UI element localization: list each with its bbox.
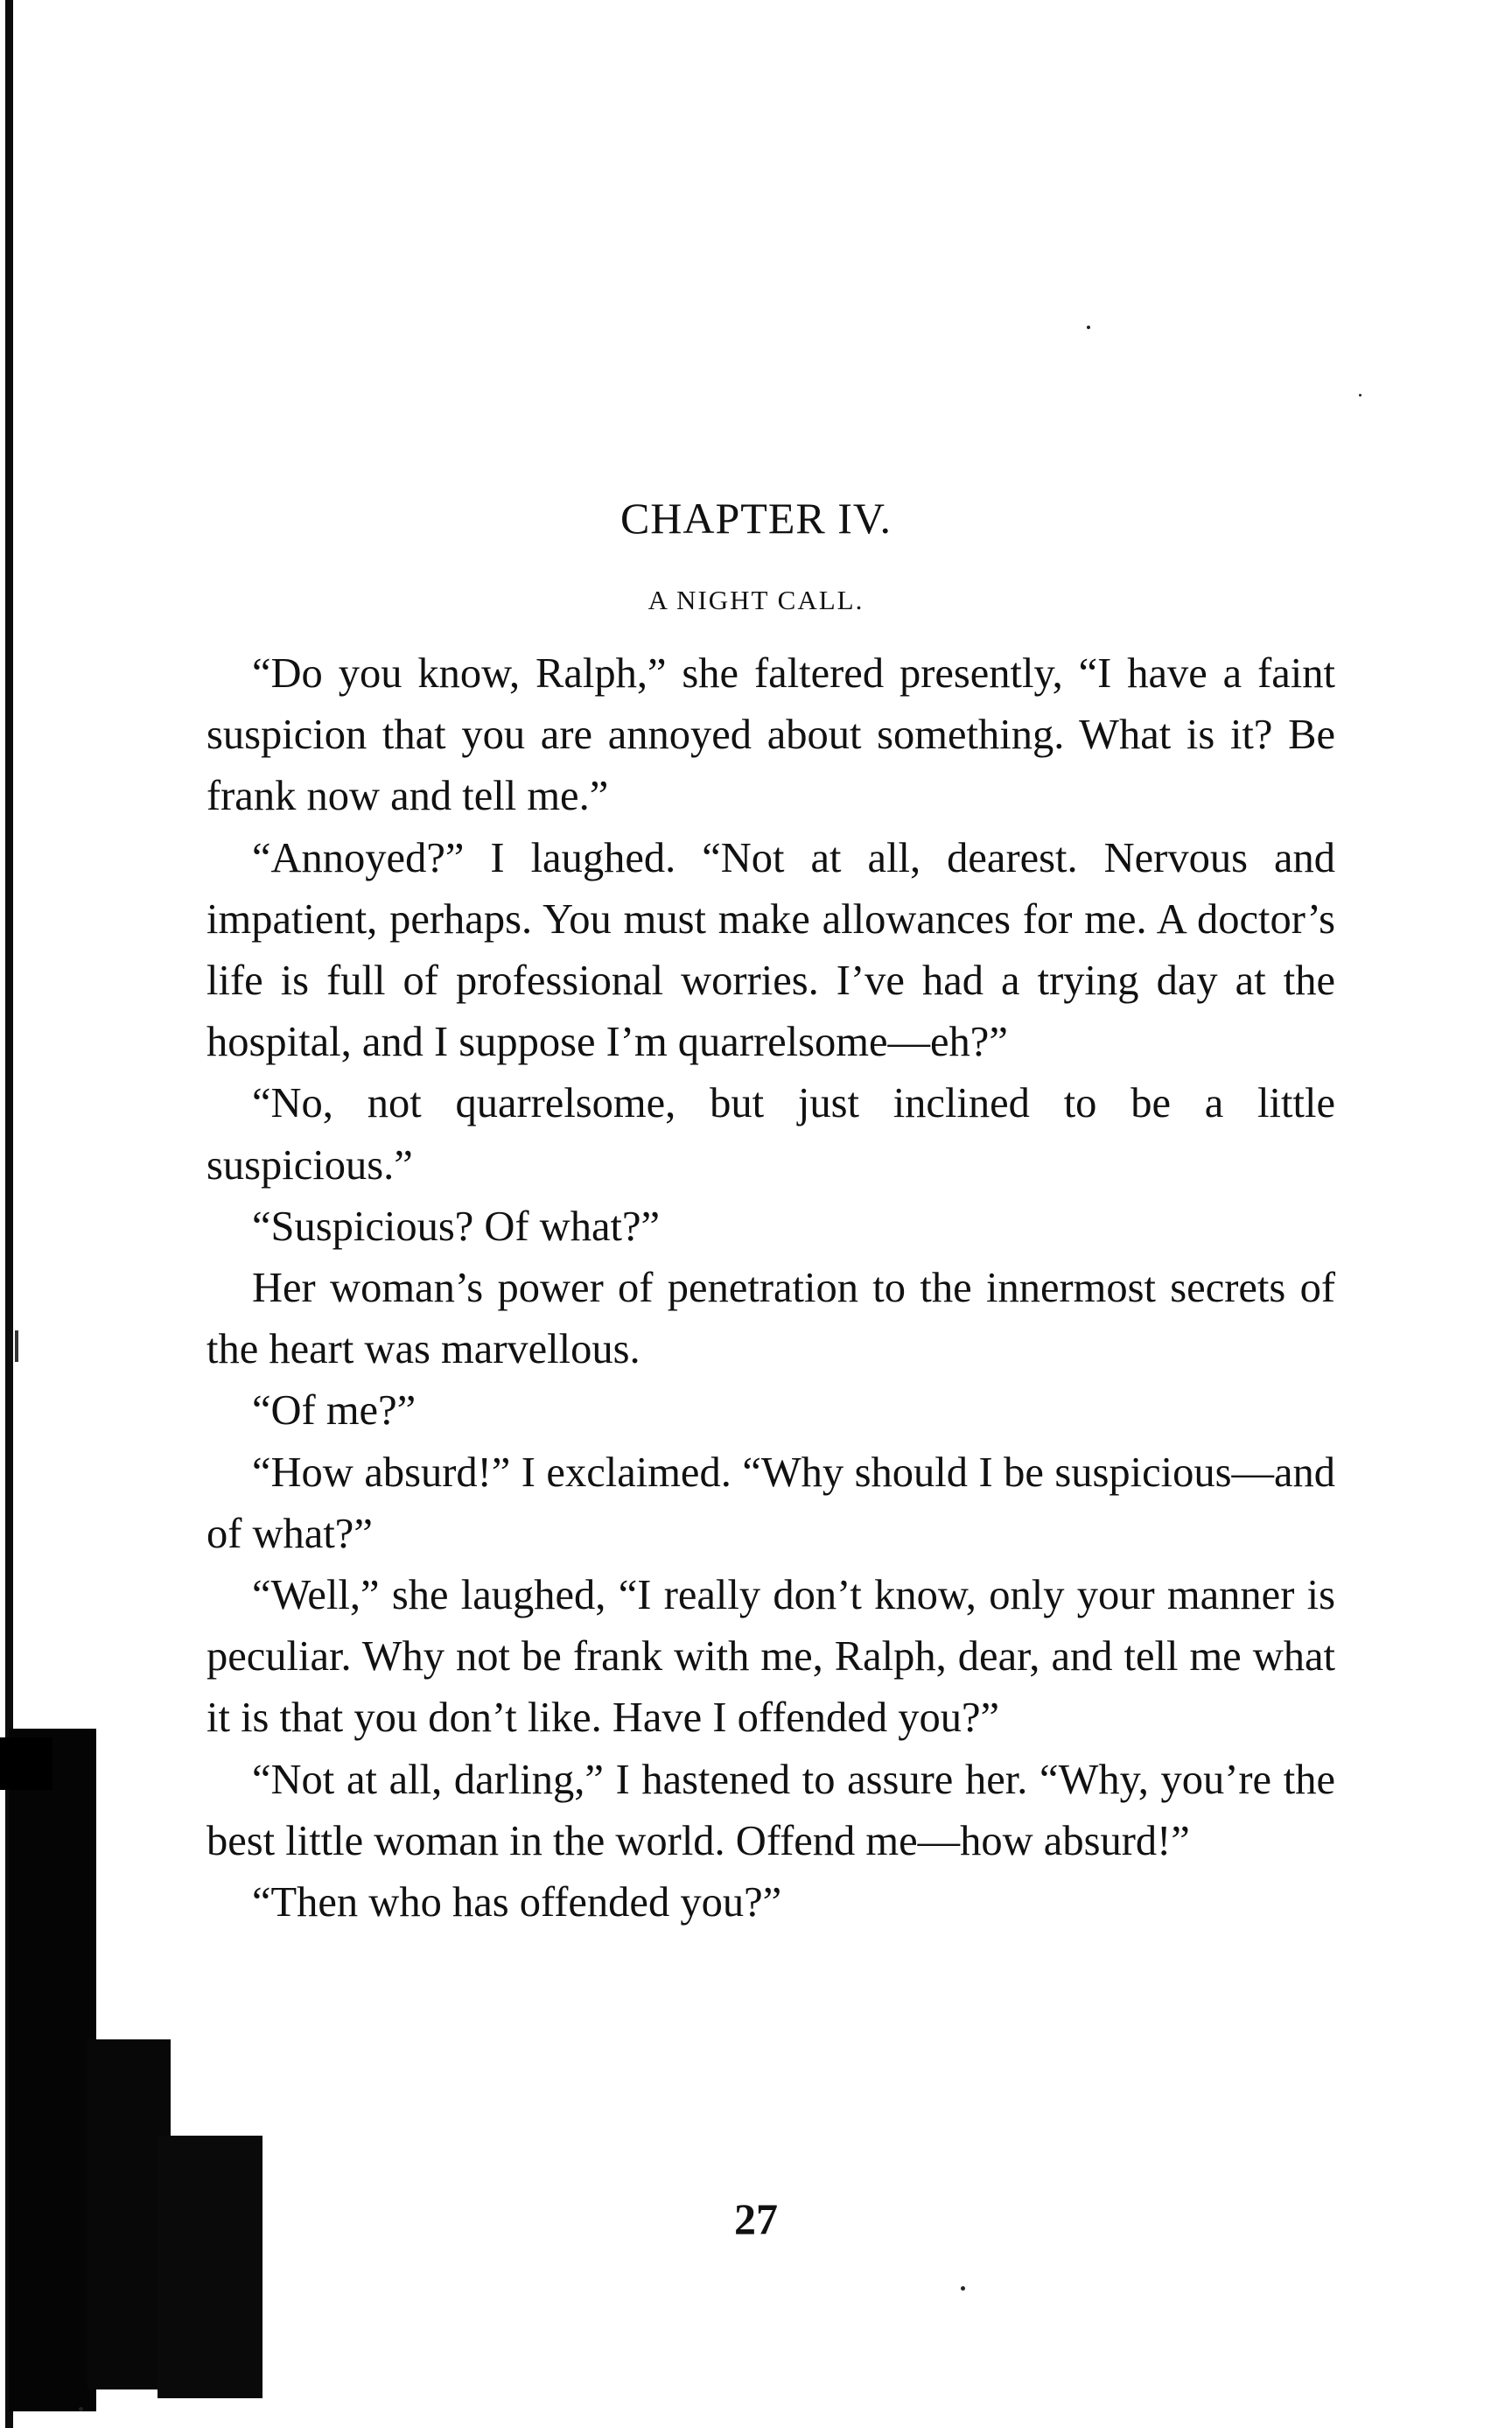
binding-shadow [0,1737,52,1790]
chapter-title: CHAPTER IV. [620,494,892,543]
paragraph: “Do you know, Ralph,” she faltered presently, “I have a faint suspicion that you are annoyed about something. What is it? Be frank now and tell me.” [206,650,1335,820]
scan-speck [961,2286,965,2291]
scan-speck [1359,394,1362,396]
scan-speck [79,2407,83,2411]
paragraph: Her woman’s power of penetration to the innermost secrets of the heart was marvellous. [206,1265,1335,1373]
paragraph: “Suspicious? Of what?” [252,1203,661,1250]
paragraph: “How absurd!” I exclaimed. “Why should I be suspicious—and of what?” [206,1449,1335,1557]
paragraph: “No, not quarrelsome, but just inclined to be a little suspicious.” [206,1080,1335,1189]
paragraph: “Well,” she laughed, “I really don’t know, only your manner is peculiar. Why not be frank with me, Ralph, dear, and tell me what it is that you don’t like. Have I offended you?” [206,1572,1335,1742]
paragraph: “Then who has offended you?” [252,1879,782,1926]
binding-shadow [9,1729,96,2411]
chapter-body [206,643,1335,1933]
binding-shadow [158,2136,262,2398]
paragraph: “Not at all, darling,” I hastened to assure her. “Why, you’re the best little woman in the world. Offend me—how absurd!” [206,1756,1335,1864]
scan-speck [1087,326,1090,329]
chapter-subtitle: A NIGHT CALL. [648,585,864,615]
paragraph: “Of me?” [252,1387,416,1435]
scan-mark [15,1330,18,1362]
page-number: 27 [734,2194,778,2243]
paragraph: “Annoyed?” I laughed. “Not at all, dearest. Nervous and impatient, perhaps. You must make allowances for me. A doctor’s life is full of professional worries. I’ve had a trying day at the hospital, and I suppose I’m quarrelsome—eh?” [206,834,1335,1066]
